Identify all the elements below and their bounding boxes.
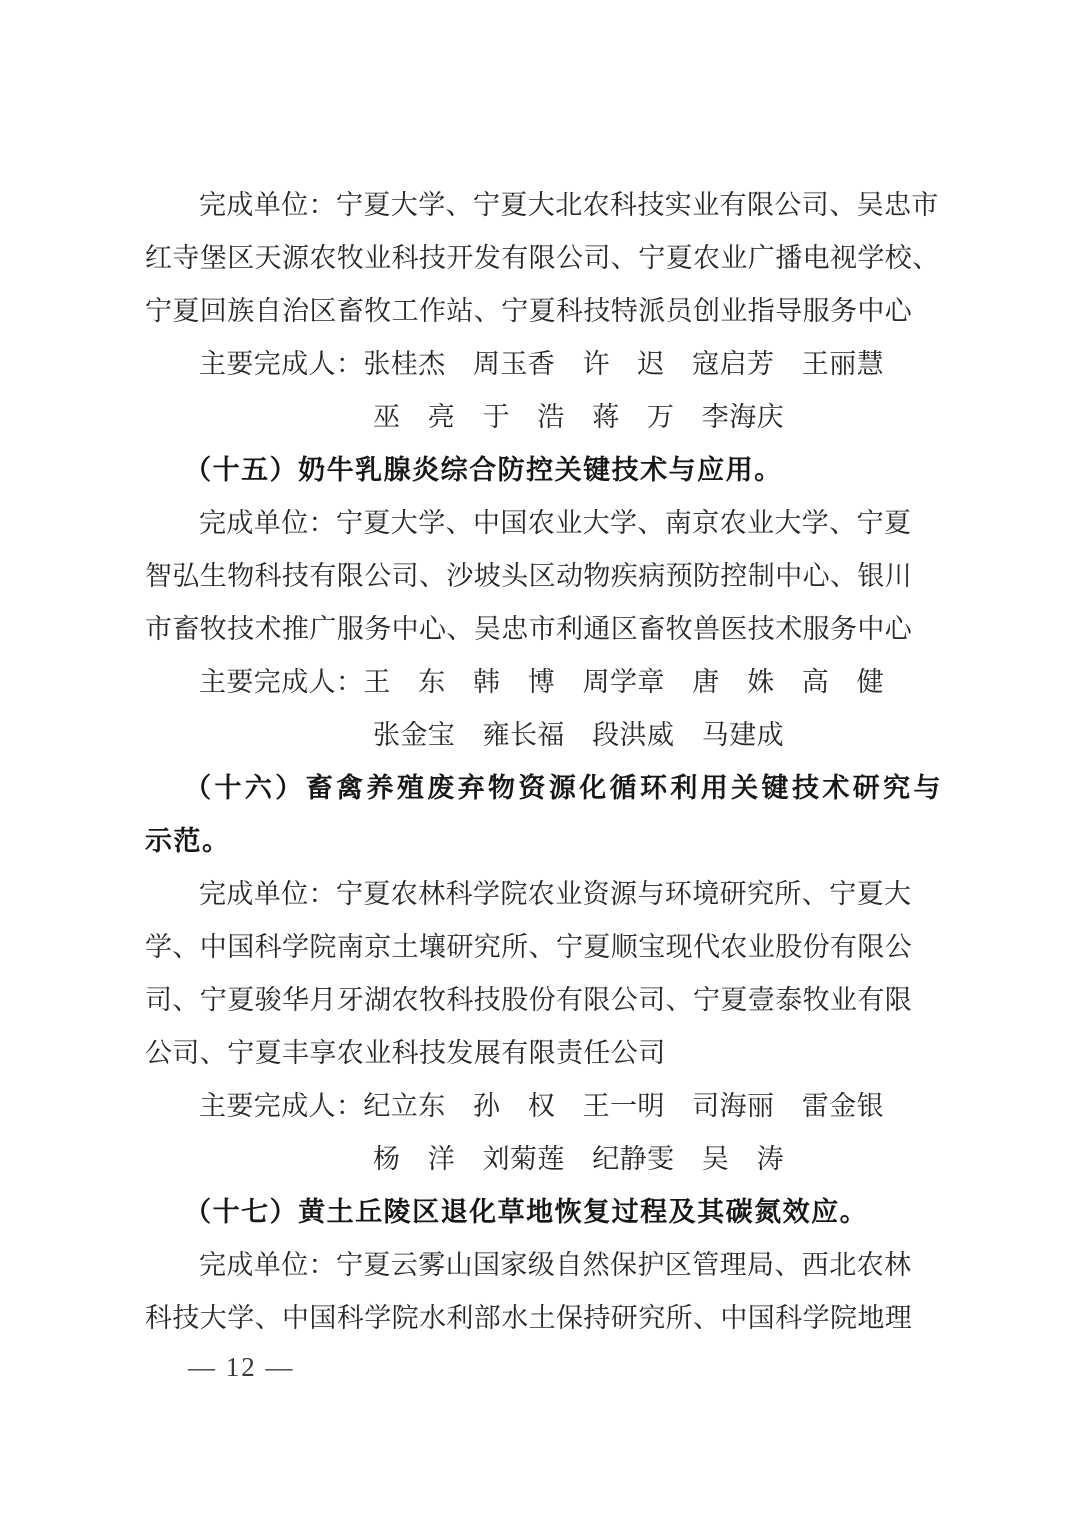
document-line: （十五）奶牛乳腺炎综合防控关键技术与应用。 <box>184 455 783 485</box>
document-line: 张金宝 雍长福 段洪威 马建成 <box>373 720 784 750</box>
document-line: 智弘生物科技有限公司、沙坡头区动物疾病预防控制中心、银川 <box>145 561 913 591</box>
document-line: 司、宁夏骏华月牙湖农牧科技股份有限公司、宁夏壹泰牧业有限 <box>145 985 913 1015</box>
document-line: 完成单位：宁夏云雾山国家级自然保护区管理局、西北农林 <box>199 1250 912 1280</box>
document-line: 完成单位：宁夏大学、宁夏大北农科技实业有限公司、吴忠市 <box>199 190 939 220</box>
document-line: （十七）黄土丘陵区退化草地恢复过程及其碳氮效应。 <box>184 1197 869 1227</box>
document-line: 杨 洋 刘菊莲 纪静雯 吴 涛 <box>373 1144 784 1174</box>
document-line: 公司、宁夏丰享农业科技发展有限责任公司 <box>145 1038 666 1068</box>
document-line: 市畜牧技术推广服务中心、吴忠市利通区畜牧兽医技术服务中心 <box>145 614 913 644</box>
document-line: 学、中国科学院南京土壤研究所、宁夏顺宝现代农业股份有限公 <box>145 932 913 962</box>
document-line: 完成单位：宁夏大学、中国农业大学、南京农业大学、宁夏 <box>199 508 912 538</box>
document-line: 红寺堡区天源农牧业科技开发有限公司、宁夏农业广播电视学校、 <box>145 243 940 273</box>
document-line: 宁夏回族自治区畜牧工作站、宁夏科技特派员创业指导服务中心 <box>145 296 913 326</box>
document-line: 主要完成人：王 东 韩 博 周学章 唐 姝 高 健 <box>199 667 884 697</box>
document-line: 主要完成人：张桂杰 周玉香 许 迟 寇启芳 王丽慧 <box>199 349 884 379</box>
page-number: — 12 — <box>188 1352 295 1382</box>
document-line: （十六）畜禽养殖废弃物资源化循环利用关键技术研究与 <box>184 773 942 803</box>
document-line: 巫 亮 于 浩 蒋 万 李海庆 <box>373 402 784 432</box>
document-line: 示范。 <box>145 826 231 856</box>
document-line: 完成单位：宁夏农林科学院农业资源与环境研究所、宁夏大 <box>199 879 912 909</box>
document-body <box>145 179 942 1345</box>
document-line: 科技大学、中国科学院水利部水土保持研究所、中国科学院地理 <box>145 1303 913 1333</box>
document-line: 主要完成人：纪立东 孙 权 王一明 司海丽 雷金银 <box>199 1091 884 1121</box>
